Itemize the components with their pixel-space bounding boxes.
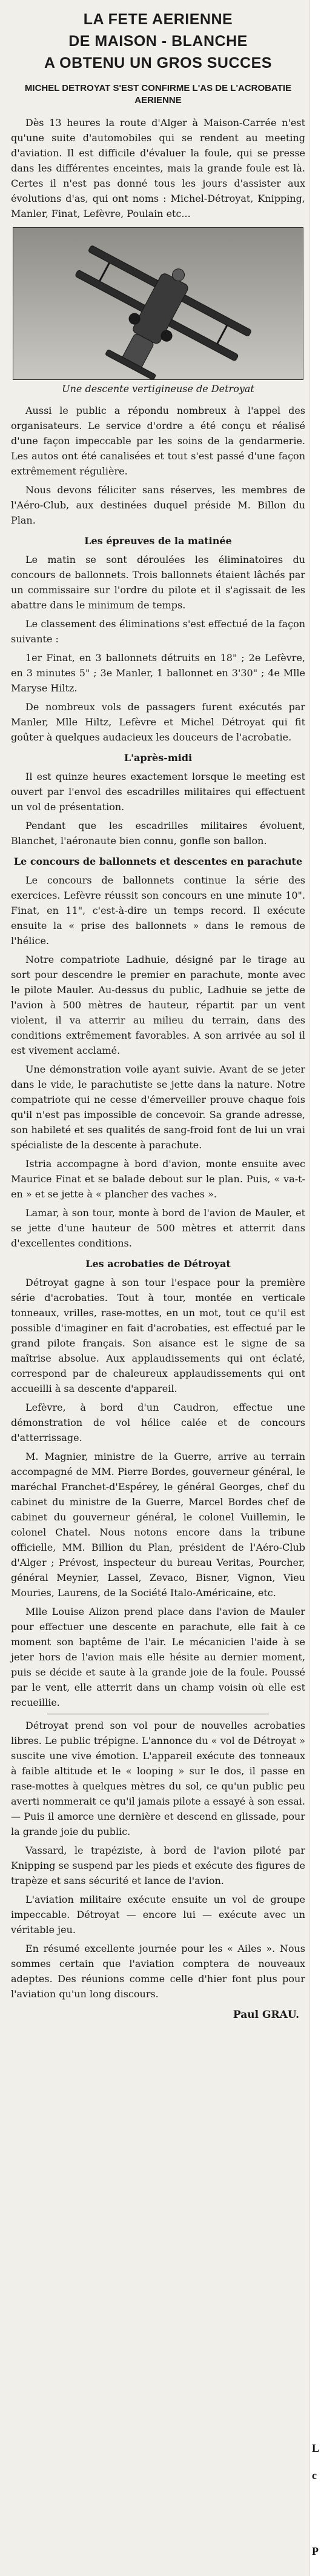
adjacent-column-letter: c [312, 2469, 317, 2481]
body-paragraph: Le matin se sont déroulées les éliminatoires du concours de ballonnets. Trois ballonnets étaient lâchés par un commissaire sur l'ordre du pilote et il s'agissait de les abattre dans le minimum de temps. [11, 554, 305, 611]
body-paragraph: Vassard, le trapéziste, à bord de l'avion piloté par Knipping se suspend par les pieds et exécute des figures de trapèze et sans sécurité et lance de l'avion. [11, 1845, 305, 1886]
body-paragraph: Une démonstration voile ayant suivie. Avant de se jeter dans le vide, le parachutiste se jette dans la nature. Notre compatriote qui ne cesse d'émerveiller prouve chaque fois qu'il n'est pas impossible de concevoir. Sa grande adresse, son habileté et ses qualités de sang-froid font de lui un vrai spécialiste de la descente à parachute. [11, 1063, 305, 1151]
body-paragraph: Lefèvre, à bord d'un Caudron, effectue une démonstration de vol hélice calée et de concours d'atterrissage. [11, 1402, 305, 1443]
adjacent-column-letter: L [312, 2442, 320, 2454]
headline-line-1: LA FETE AERIENNE [83, 11, 233, 28]
biplane-photo-illustration [13, 228, 303, 379]
body-paragraph: Istria accompagne à bord d'avion, monte ensuite avec Maurice Finat et se balade debout sur le plan. Puis, « va-t-en » et se jette à « plancher des vaches ». [11, 1158, 305, 1200]
article-column [11, 8, 305, 2021]
intro-paragraph: Dès 13 heures la route d'Alger à Maison-Carrée n'est qu'une suite d'automobiles qui se rendent au meeting d'aviation. Il est difficile d'évaluer la foule, qui se presse dans les différentes enceintes, mais la grande foule est là. Certes il n'est pas donné tous les jours d'assister aux évolutions d'as, qui ont noms : Michel-Détroyat, Knipping, Manler, Finat, Lefèvre, Poulain etc... [11, 117, 305, 219]
subheading-acrobaties: Les acrobaties de Détroyat [85, 1258, 231, 1270]
subheading-matinee: Les épreuves de la matinée [84, 535, 232, 547]
article-deck: MICHEL DETROYAT S'EST CONFIRME L'AS DE L'ACROBATIE AERIENNE [24, 83, 292, 105]
body-paragraph: M. Magnier, ministre de la Guerre, arrive au terrain accompagné de MM. Pierre Bordes, gouverneur général, le maréchal Franchet-d'Espérey, le général Georges, chef du cabinet du ministre de la Guerre, Marcel Bordes chef de cabinet du gouverneur général, le colonel Vuillemin, le colonel Chatel. Nous notons encore dans la tribune officielle, MM. Billion du Plan, président de l'Aéro-Club d'Alger ; Prévost, inspecteur du bureau Veritas, Pourcher, général Meynier, Lassel, Zevaco, Bisner, Vignon, Vieu Mouries, Laurens, de la Société Italo-Américaine, etc. [11, 1451, 305, 1599]
adjacent-column-strip [309, 0, 321, 2576]
body-paragraph: 1er Finat, en 3 ballonnets détruits en 18" ; 2e Lefèvre, en 3 minutes 5" ; 3e Manler, 1 ballonnet en 3'30" ; 4e Mlle Maryse Hiltz. [11, 652, 305, 694]
body-paragraph: Le concours de ballonnets continue la série des exercices. Lefèvre réussit son concours en une minute 10". Finat, en 11", c'est-à-dire un temps record. Il exécute ensuite la « prise des ballonnets » dans le remous de l'hélice. [11, 874, 305, 947]
body-paragraph: Détroyat gagne à son tour l'espace pour la première série d'acrobaties. Tout à tour, montée en verticale tonneaux, vrilles, rase-mottes, en un mot, tout ce qu'il est possible d'imaginer en fait d'acrobaties, est effectué par le grand pilote français. Son aisance est le signe de sa maîtrise absolue. Aux applaudissements qui ont éclaté, correspond par de chaleureux applaudissements qui ont accueilli à sa descente d'appareil. [11, 1277, 305, 1394]
subheading-apres-midi: L'après-midi [124, 752, 193, 764]
headline-line-2: DE MAISON - BLANCHE [68, 33, 248, 50]
body-paragraph: Détroyat prend son vol pour de nouvelles acrobaties libres. Le public trépigne. L'annonce du « vol de Détroyat » suscite une vive émotion. L'appareil exécute des tonneaux à faible altitude et le « looping » sur le dos, il passe en rase-mottes à quelques mètres du sol, ce qu'un public peu averti nommerait ce qu'il jamais pilote a essayé à son essai. — Puis il amorce une dernière et descend en glissade, pour la grande joie du public. [11, 1720, 305, 1837]
body-paragraph: Lamar, à son tour, monte à bord de l'avion de Mauler, et se jette d'une hauteur de 500 mètres et atterrit dans d'excellentes conditions. [11, 1207, 305, 1249]
adjacent-column-letter: P [312, 2545, 319, 2557]
headline-line-3: A OBTENU UN GROS SUCCES [44, 55, 272, 72]
body-paragraph: En résumé excellente journée pour les « Ailes ». Nous sommes certain que l'aviation comptera de nouveaux adeptes. Des réunions comme celle d'hier font plus pour l'aviation qu'un long discours. [11, 1943, 305, 2000]
body-paragraph: Nous devons féliciter sans réserves, les membres de l'Aéro-Club, aux destinées duquel préside M. Billon du Plan. [11, 484, 305, 526]
body-paragraph: Mlle Louise Alizon prend place dans l'avion de Mauler pour effectuer une descente en parachute, elle fait à ce moment son baptême de l'air. Le mécanicien l'aide à se jeter hors de l'avion mais elle hésite au dernier moment, puis se décide et saute à la grande joie de la foule. Poussé par le vent, elle atterrit dans un champ voisin où elle est recueillie. [11, 1606, 305, 1708]
body-paragraph: Aussi le public a répondu nombreux à l'appel des organisateurs. Le service d'ordre a été conçu et réalisé d'une façon impeccable par les soins de la gendarmerie. Les autos ont été canalisées et tout s'est passé d'une façon extrêmement régulière. [11, 405, 305, 477]
article-photo [13, 227, 303, 380]
body-paragraph: Pendant que les escadrilles militaires évoluent, Blanchet, l'aéronaute bien connu, gonfle son ballon. [11, 820, 305, 847]
body-paragraph: Il est quinze heures exactement lorsque le meeting est ouvert par l'envol des escadrilles militaires qui effectuent un vol de présentation. [11, 771, 305, 813]
photo-caption: Une descente vertigineuse de Detroyat [62, 383, 254, 394]
body-paragraph: Notre compatriote Ladhuie, désigné par le tirage au sort pour descendre le premier en parachute, monte avec le pilote Mauler. Au-dessus du public, Ladhuie se jette de l'avion à 500 mètres de hauteur, répartit par un vent violent, il va atterrir au milieu du terrain, dans des conditions extrêmement favorables. A son arrivée au sol il est vivement acclamé. [11, 954, 305, 1056]
author-signature: Paul GRAU. [233, 2009, 299, 2021]
body-paragraph: Le classement des éliminations s'est effectué de la façon suivante : [11, 618, 305, 645]
body-paragraph: L'aviation militaire exécute ensuite un vol de groupe impeccable. Détroyat — encore lui — exécute avec un véritable jeu. [11, 1894, 305, 1935]
subheading-concours: Le concours de ballonnets et descentes en parachute [13, 856, 303, 867]
body-paragraph: De nombreux vols de passagers furent exécutés par Manler, Mlle Hiltz, Lefèvre et Michel Détroyat qui fit goûter à quelques audacieux les douceurs de l'acrobatie. [11, 701, 305, 743]
